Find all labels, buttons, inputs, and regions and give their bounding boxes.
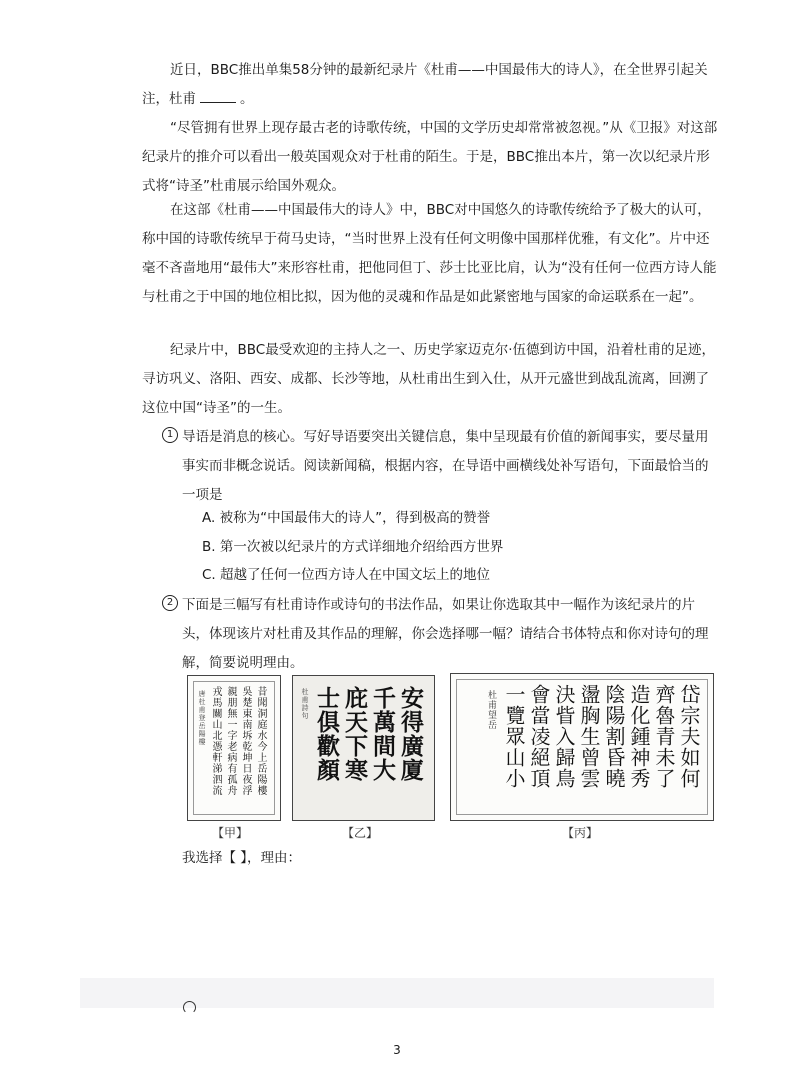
calligraphy-bing[interactable] bbox=[450, 673, 714, 821]
bing-col-4: 陰陽割昏曉 bbox=[602, 684, 626, 789]
question-2-text: 下面是三幅写有杜甫诗作或诗句的书法作品，如果让你选取其中一幅作为该纪录片的片头，体现该片对杜甫及其作品的理解，你会选择哪一幅？请结合书体特点和你对诗句的理解，简要说明理由。 bbox=[182, 597, 709, 671]
yi-inscription: 杜甫詩句 bbox=[301, 688, 309, 720]
bing-col-8: 一覽眾山小 bbox=[502, 684, 526, 789]
question-2-number: 2 bbox=[162, 595, 178, 611]
answer-prompt[interactable]: 我选择【 】，理由： bbox=[182, 850, 302, 866]
bing-col-1: 岱宗夫如何 bbox=[677, 684, 701, 789]
paragraph-4: 纪录片中，BBC最受欢迎的主持人之一、历史学家迈克尔·伍德到访中国，沿着杜甫的足迹，寻访巩义、洛阳、西安、成都、长沙等地，从杜甫出生到入仕，从开元盛世到战乱流离，回溯了这位中国“诗圣”的一生。 bbox=[142, 342, 716, 416]
question-1-text: 导语是消息的核心。写好导语要突出关键信息，集中呈现最有价值的新闻事实，要尽量用事实而非概念说话。阅读新闻稿，根据内容，在导语中画横线处补写语句，下面最恰当的一项是 bbox=[182, 429, 709, 503]
bing-col-7: 會當凌絕頂 bbox=[527, 684, 551, 789]
bing-inscription: 杜甫望岳 bbox=[486, 690, 496, 730]
question-1-number: 1 bbox=[162, 427, 178, 443]
caption-yi: 【乙】 bbox=[342, 826, 379, 840]
yi-col-3: 庇天下寒 bbox=[341, 686, 368, 782]
answer-area-band bbox=[80, 978, 714, 1008]
bing-col-6: 決眥入歸鳥 bbox=[552, 684, 576, 789]
jia-col-4: 戎馬關山北憑軒涕泗流 bbox=[210, 686, 221, 796]
question-1 bbox=[162, 423, 718, 510]
calligraphy-yi[interactable] bbox=[292, 675, 435, 821]
fill-blank-line[interactable] bbox=[200, 88, 236, 103]
bing-col-3: 造化鍾神秀 bbox=[627, 684, 651, 789]
yi-col-4: 士俱歡顏 bbox=[313, 686, 340, 782]
caption-jia: 【甲】 bbox=[212, 826, 249, 840]
paragraph-1 bbox=[142, 56, 718, 114]
jia-col-2: 吳楚東南坼乾坤日夜浮 bbox=[240, 686, 251, 796]
paragraph-3: 在这部《杜甫——中国最伟大的诗人》中，BBC对中国悠久的诗歌传统给予了极大的认可，称中国的诗歌传统早于荷马史诗，“当时世界上没有任何文明像中国那样优雅，有文化”。片中还毫不吝啬地用“最伟大”来形容杜甫，把他同但丁、莎士比亚比肩，认为“没有任何一位西方诗人能与杜甫之于中国的地位相比拟，因为他的灵魂和作品是如此紧密地与国家的命运联系在一起”。 bbox=[142, 202, 717, 305]
option-b[interactable]: B. 第一次被以纪录片的方式详细地介绍给西方世界 bbox=[202, 539, 504, 555]
question-2 bbox=[162, 591, 718, 678]
yi-col-2: 千萬間大 bbox=[369, 686, 396, 782]
jia-col-1: 昔聞洞庭水今上岳陽樓 bbox=[255, 686, 266, 796]
yi-col-1: 安得廣廈 bbox=[397, 686, 424, 782]
paragraph-1-tail: 。 bbox=[240, 91, 254, 107]
jia-col-3: 親朋無一字老病有孤舟 bbox=[225, 686, 236, 796]
bing-col-5: 盪胸生曾雲 bbox=[577, 684, 601, 789]
jia-inscription: 唐杜甫登岳陽樓 bbox=[198, 690, 206, 746]
page-number: 3 bbox=[393, 1043, 401, 1057]
option-c[interactable]: C. 超越了任何一位西方诗人在中国文坛上的地位 bbox=[202, 567, 491, 583]
partial-circle-marker bbox=[183, 1001, 196, 1014]
paragraph-2: “尽管拥有世界上现存最古老的诗歌传统，中国的文学历史却常常被忽视。”从《卫报》对这部纪录片的推介可以看出一般英国观众对于杜甫的陌生。于是，BBC推出本片，第一次以纪录片形式将“诗圣”杜甫展示给国外观众。 bbox=[142, 120, 718, 194]
calligraphy-jia[interactable] bbox=[187, 675, 281, 821]
caption-bing: 【丙】 bbox=[562, 826, 599, 840]
option-a[interactable]: A. 被称为“中国最伟大的诗人”，得到极高的赞誉 bbox=[202, 510, 491, 526]
bing-col-2: 齊魯青未了 bbox=[652, 684, 676, 789]
paragraph-1-text: 近日，BBC推出单集58分钟的最新纪录片《杜甫——中国最伟大的诗人》，在全世界引起关注，杜甫 bbox=[142, 62, 708, 107]
